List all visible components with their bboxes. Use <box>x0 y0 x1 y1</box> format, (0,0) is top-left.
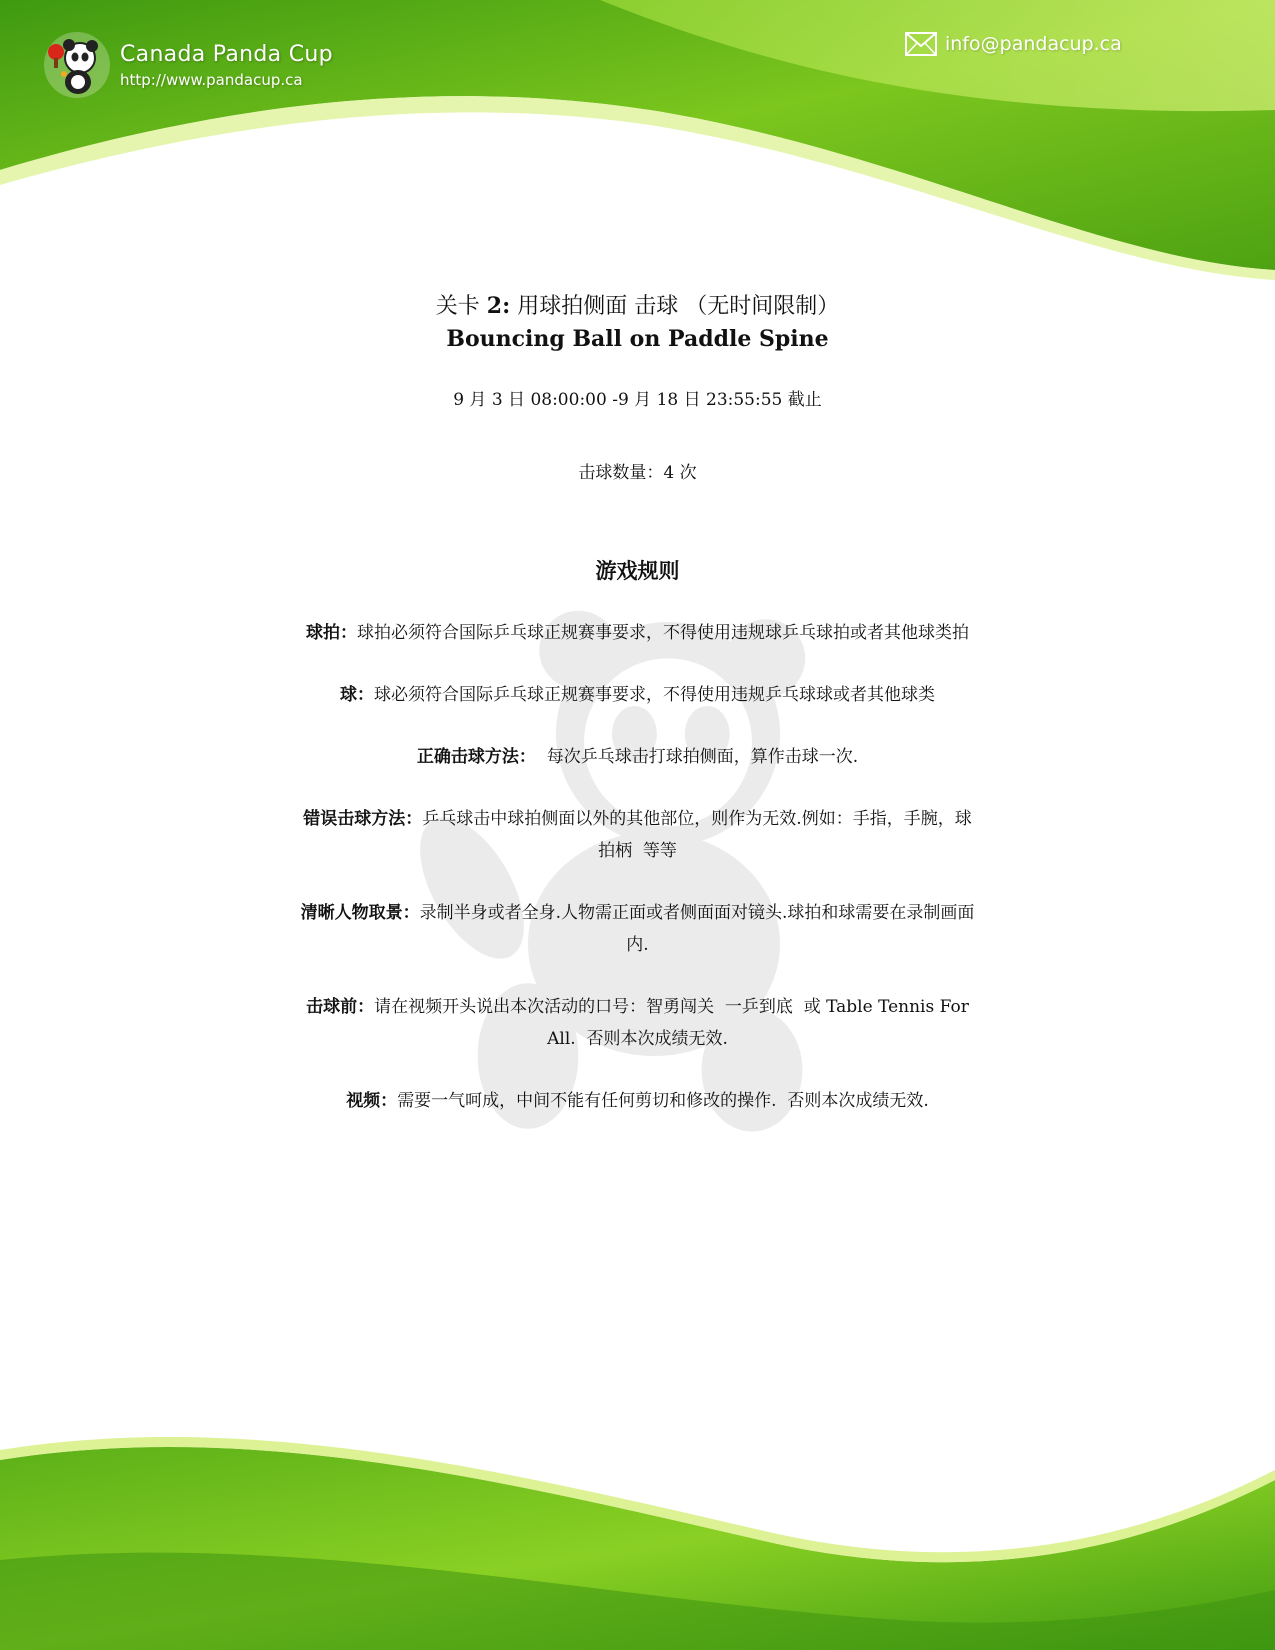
level-title-cn <box>0 290 1275 323</box>
rule-label: 正确击球方法： <box>416 747 536 767</box>
main-content <box>0 290 1275 1147</box>
rule-text: 请在视频开头说出本次活动的口号：智勇闯关 一乒到底 或 Table Tennis For All. 否则本次成绩无效. <box>374 997 975 1049</box>
rule-label: 球： <box>340 685 374 705</box>
rule-item-ball <box>298 679 978 711</box>
brand-logo[interactable] <box>42 30 333 100</box>
rule-label: 球拍： <box>306 623 357 643</box>
email-address: info@pandacup.ca <box>945 33 1122 55</box>
rule-item-video <box>298 1085 978 1117</box>
rule-text: 需要一气呵成，中间不能有任何剪切和修改的操作. 否则本次成绩无效. <box>397 1091 929 1111</box>
rule-text: 球拍必须符合国际乒乓球正规赛事要求，不得使用违规球乒乓球拍或者其他球类拍 <box>357 623 969 643</box>
rule-label: 清晰人物取景： <box>300 903 420 923</box>
rule-item-framing <box>298 897 978 961</box>
rule-label: 视频： <box>346 1091 398 1111</box>
rule-item-before-hitting <box>298 991 978 1055</box>
rule-item-correct-method <box>298 741 978 773</box>
level-prefix: 关卡 <box>435 294 487 319</box>
brand-name: Canada Panda Cup <box>120 41 333 67</box>
deadline-text: 9 月 3 日 08:00:00 -9 月 18 日 23:55:55 截止 <box>453 390 822 410</box>
rules-heading: 游戏规则 <box>595 558 680 583</box>
rules-list <box>298 617 978 1117</box>
level-title-text: 用球拍侧面 击球 （无时间限制） <box>510 294 840 319</box>
brand-url[interactable]: http://www.pandacup.ca <box>120 70 303 89</box>
level-title-en: Bouncing Ball on Paddle Spine <box>446 326 829 352</box>
rule-item-wrong-method <box>298 803 978 867</box>
rule-item-paddle <box>298 617 978 649</box>
footer-wave-background <box>0 1420 1275 1650</box>
hit-count-text: 击球数量：4 次 <box>578 463 697 483</box>
contact-email[interactable] <box>905 32 1122 56</box>
mail-icon <box>905 32 937 56</box>
panda-ping-pong-logo-icon <box>42 30 112 100</box>
rule-label: 击球前： <box>306 997 375 1017</box>
rule-text: 乒乓球击中球拍侧面以外的其他部位，则作为无效.例如：手指，手腕，球拍柄 等等 <box>422 809 972 861</box>
rule-label: 错误击球方法： <box>303 809 423 829</box>
rule-text: 球必须符合国际乒乓球正规赛事要求，不得使用违规乒乓球球或者其他球类 <box>374 685 935 705</box>
rule-text: 录制半身或者全身.人物需正面或者侧面面对镜头.球拍和球需要在录制画面内. <box>419 903 975 955</box>
level-number: 2: <box>486 293 511 319</box>
rule-text: 每次乒乓球击打球拍侧面，算作击球一次. <box>535 747 859 767</box>
